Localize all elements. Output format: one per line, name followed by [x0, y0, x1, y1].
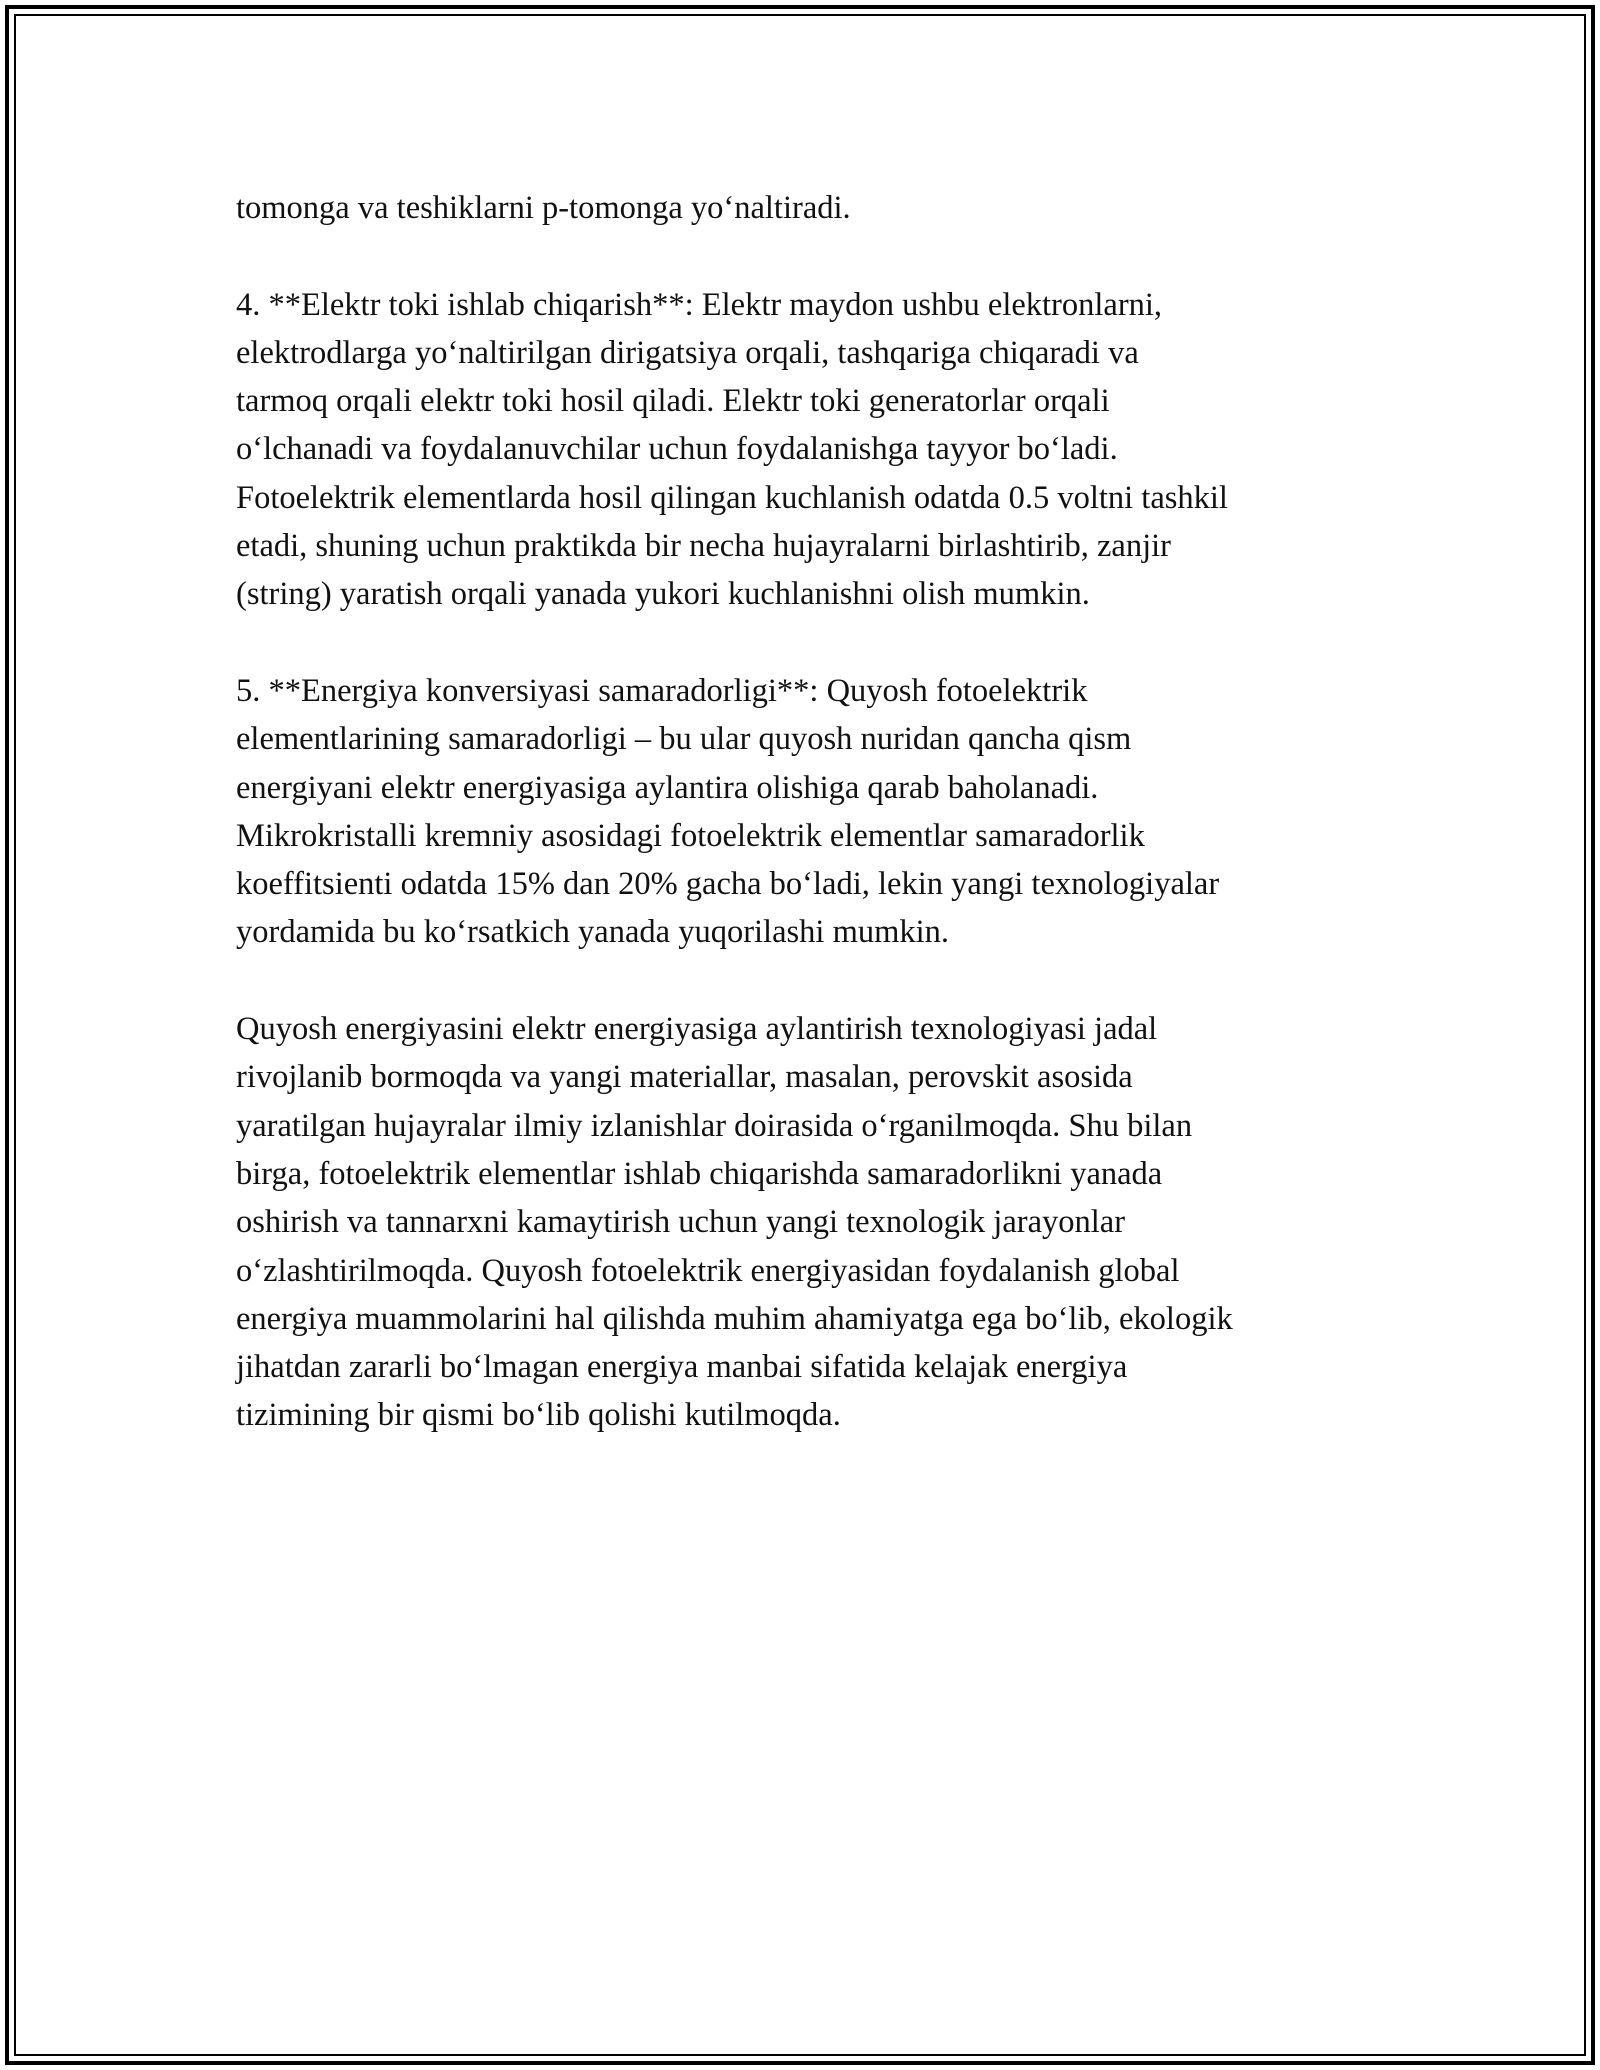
paragraph-item-5: 5. **Energiya konversiyasi samaradorligi**: Quyosh fotoelektrik elementlarining samaradorligi – bu ular quyosh nuridan qancha qism energiyani elektr energiyasiga aylantira olishiga qarab baholanadi. Mikrokristalli kremniy asosidagi fotoelektrik elementlar samaradorlik koeffitsienti odatda 15% dan 20% gacha bo‘ladi, lekin yangi texnologiyalar yordamida bu ko‘rsatkich yanada yuqorilashi mumkin. [236, 672, 1220, 951]
paragraph-item-4: 4. **Elektr toki ishlab chiqarish**: Elektr maydon ushbu elektronlarni, elektrodlarga yo‘naltirilgan dirigatsiya orqali, tashqariga chiqaradi va tarmoq orqali elektr toki hosil qiladi. Elektr toki generatorlar orqali o‘lchanadi va foydalanuvchilar uchun foydalanishga tayyor bo‘ladi. Fotoelektrik elementlarda hosil qilingan kuchlanish odatda 0.5 voltni tashkil etadi, shuning uchun praktikda bir necha hujayralarni birlashtirib, zanjir (string) yaratish orqali yanada yukori kuchlanishni olish mumkin. [236, 286, 1228, 613]
paragraph-continuation: tomonga va teshiklarni p-tomonga yo‘naltiradi. [236, 190, 851, 226]
paragraph-conclusion: Quyosh energiyasini elektr energiyasiga aylantirish texnologiyasi jadal rivojlanib bormoqda va yangi materiallar, masalan, perovskit asosida yaratilgan hujayralar ilmiy izlanishlar doirasida o‘rganilmoqda. Shu bilan birga, fotoelektrik elementlar ishlab chiqarishda samaradorlikni yanada oshirish va tannarxni kamaytirish uchun yangi texnologik jarayonlar o‘zlashtirilmoqda. Quyosh fotoelektrik energiyasidan foydalanish global energiya muammolarini hal qilishda muhim ahamiyatga ega bo‘lib, ekologik jihatdan zararli bo‘lmagan energiya manbai sifatida kelajak energiya tizimining bir qismi bo‘lib qolishi kutilmoqda. [236, 1011, 1233, 1434]
page-body [236, 184, 1376, 1488]
